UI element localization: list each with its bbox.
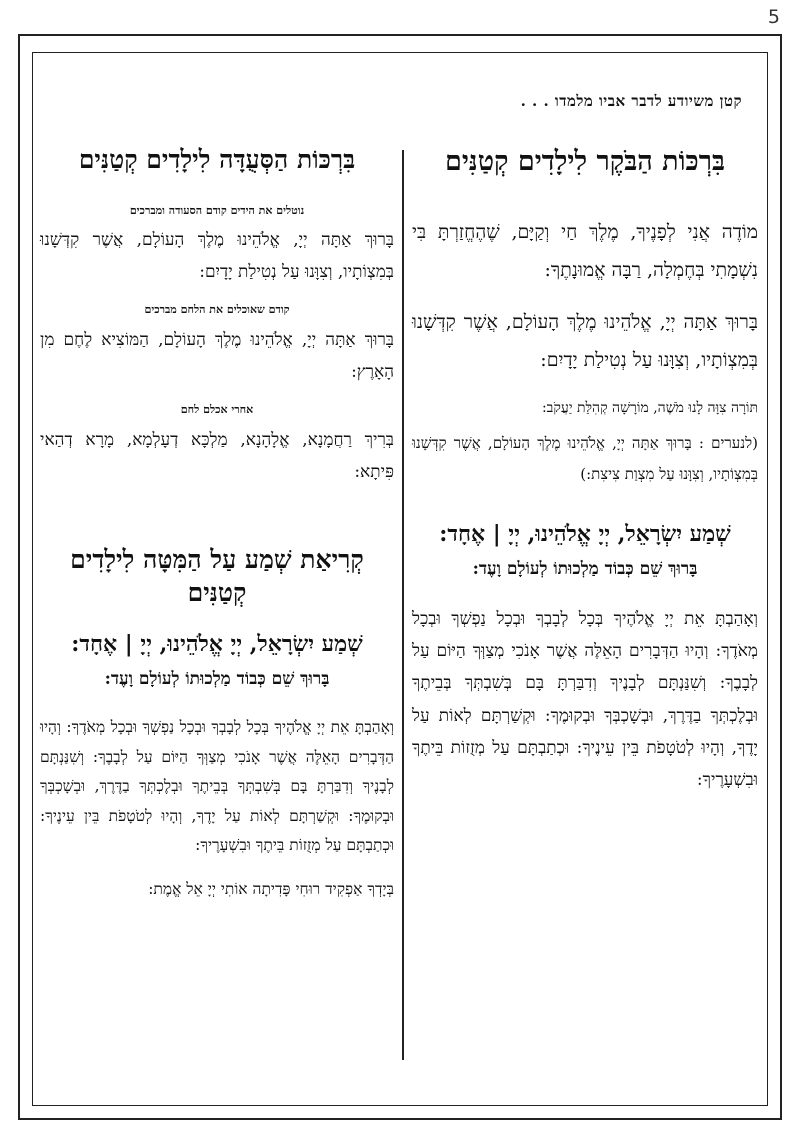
shema-line: שְׁמַע יִשְׂרָאֵל, יְיָ אֱלֹהֵינוּ, יְיָ | אֶחָד: — [71, 631, 363, 658]
tzitzit-blessing-text: (לנערים : בָּרוּךְ אַתָּה יְיָ, אֱלֹהֵינוּ מֶלֶךְ הָעוֹלָם, אֲשֶׁר קִדְּשָׁנוּ בְּמִצְוֹתָיו, וְצִוָּנוּ עַל מִצְוַת צִיצִת:) — [412, 433, 758, 484]
netilat-yadayim-text: בָּרוּךְ אַתָּה יְיָ, אֱלֹהֵינוּ מֶלֶךְ הָעוֹלָם, אֲשֶׁר קִדְּשָׁנוּ בְּמִצְוֹתָיו, וְצִוָּנוּ עַל נְטִילַת יָדָיִם: — [412, 311, 758, 372]
bedtime-shema-section — [40, 544, 394, 904]
torah-tziva-text: תּוֹרָה צִוָּה לָנוּ מֹשֶׁה, מוֹרָשָׁה קְהִלַּת יַעֲקֹב: — [541, 400, 758, 417]
baruch-shem-line: בָּרוּךְ שֵׁם כְּבוֹד מַלְכוּתוֹ לְעוֹלָם וָעֶד: — [472, 558, 698, 579]
page-number: 5 — [767, 6, 780, 28]
modeh-ani-text: מוֹדֶה אֲנִי לְפָנֶיךָ, מֶלֶךְ חַי וְקַיָּם, שֶׁהֶחֱזַרְתָּ בִּי נִשְׁמָתִי בְּחֶמְלָה, רַבָּה אֱמוּנָתֶךָ: — [412, 221, 758, 282]
veahavta-text: וְאָהַבְתָּ אֵת יְיָ אֱלֹהֶיךָ בְּכָל לְבָבְךָ וּבְכָל נַפְשְׁךָ וּבְכָל מְאֹדֶךָ: וְהָיוּ הַדְּבָרִים הָאֵלֶּה אֲשֶׁר אָנֹכִי מְצַוְּךָ הַיּוֹם עַל לְבָבֶךָ: וְשִׁנַּנְתָּם לְבָנֶיךָ וְדִבַּרְתָּ בָּם בְּשִׁבְתְּךָ בְּבֵיתֶךָ וּבְלֶכְתְּךָ בַדֶּרֶךְ, וּבְשָׁכְבְּךָ וּבְקוּמֶךָ: וּקְשַׁרְתָּם לְאוֹת עַל יָדֶךָ, וְהָיוּ לְטֹטָפֹת בֵּין עֵינֶיךָ: וּכְתַבְתָּם עַל מְזֻזוֹת בֵּיתֶךָ וּבִשְׁעָרֶיךָ: — [412, 608, 758, 791]
shema-line: שְׁמַע יִשְׂרָאֵל, יְיָ אֱלֹהֵינוּ, יְיָ | אֶחָד: — [439, 520, 731, 547]
brich-rachamana-text: בְּרִיךְ רַחֲמָנָא, אֱלָהָנָא, מַלְכָּא דְעָלְמָא, מָרָא דְהַאי פִּיתָא: — [40, 429, 394, 483]
bedtime-shema-heading: קְרִיאַת שְׁמַע עַל הַמִּטָּה לִילָדִים קְטַנִּים — [70, 545, 364, 607]
column-divider — [402, 150, 404, 1060]
instruction-note: נוטלים את הידים קודם הסעודה ומברכים — [129, 203, 305, 217]
top-note: קטן משיודע לדבר אביו מלמדו . . . — [520, 92, 742, 110]
netilat-yadayim-meal-text: בָּרוּךְ אַתָּה יְיָ, אֱלֹהֵינוּ מֶלֶךְ הָעוֹלָם, אֲשֶׁר קִדְּשָׁנוּ בְּמִצְוֹתָיו, וְצִוָּנוּ עַל נְטִילַת יָדָיִם: — [40, 229, 394, 283]
instruction-note: קודם שאוכלים את הלחם מברכים — [144, 303, 290, 317]
veahavta-text: וְאָהַבְתָּ אֵת יְיָ אֱלֹהֶיךָ בְּכָל לְבָבְךָ וּבְכָל נַפְשְׁךָ וּבְכָל מְאֹדֶךָ: וְהָיוּ הַדְּבָרִים הָאֵלֶּה אֲשֶׁר אָנֹכִי מְצַוְּךָ הַיּוֹם עַל לְבָבֶךָ: וְשִׁנַּנְתָּם לְבָנֶיךָ וְדִבַּרְתָּ בָּם בְּשִׁבְתְּךָ בְּבֵיתֶךָ וּבְלֶכְתְּךָ בַדֶּרֶךְ, וּבְשָׁכְבְּךָ וּבְקוּמֶךָ: וּקְשַׁרְתָּם לְאוֹת עַל יָדֶךָ, וְהָיוּ לְטֹטָפֹת בֵּין עֵינֶיךָ: וּכְתַבְתָּם עַל מְזֻזוֹת בֵּיתֶךָ וּבִשְׁעָרֶיךָ: — [40, 718, 394, 855]
instruction-note: אחרי אכלם לחם — [180, 403, 254, 417]
morning-blessings-heading: בִּרְכּוֹת הַבֹּקֶר לִילָדִים קְטַנִּים — [444, 146, 726, 177]
meal-blessings-heading: בִּרְכּוֹת הַסְּעֻדָּה לִילָדִים קְטַנִּים — [78, 145, 356, 174]
beyadcha-text: בְּיָדְךָ אַפְקִיד רוּחִי פָּדִיתָה אוֹתִי יְיָ אֵל אֱמֶת: — [148, 879, 394, 898]
baruch-shem-line: בָּרוּךְ שֵׁם כְּבוֹד מַלְכוּתוֹ לְעוֹלָם וָעֶד: — [104, 669, 330, 690]
hamotzi-text: בָּרוּךְ אַתָּה יְיָ, אֱלֹהֵינוּ מֶלֶךְ הָעוֹלָם, הַמּוֹצִיא לֶחֶם מִן הָאָרֶץ: — [40, 329, 394, 383]
morning-blessings-column — [412, 140, 758, 811]
meal-blessings-column — [40, 140, 394, 918]
